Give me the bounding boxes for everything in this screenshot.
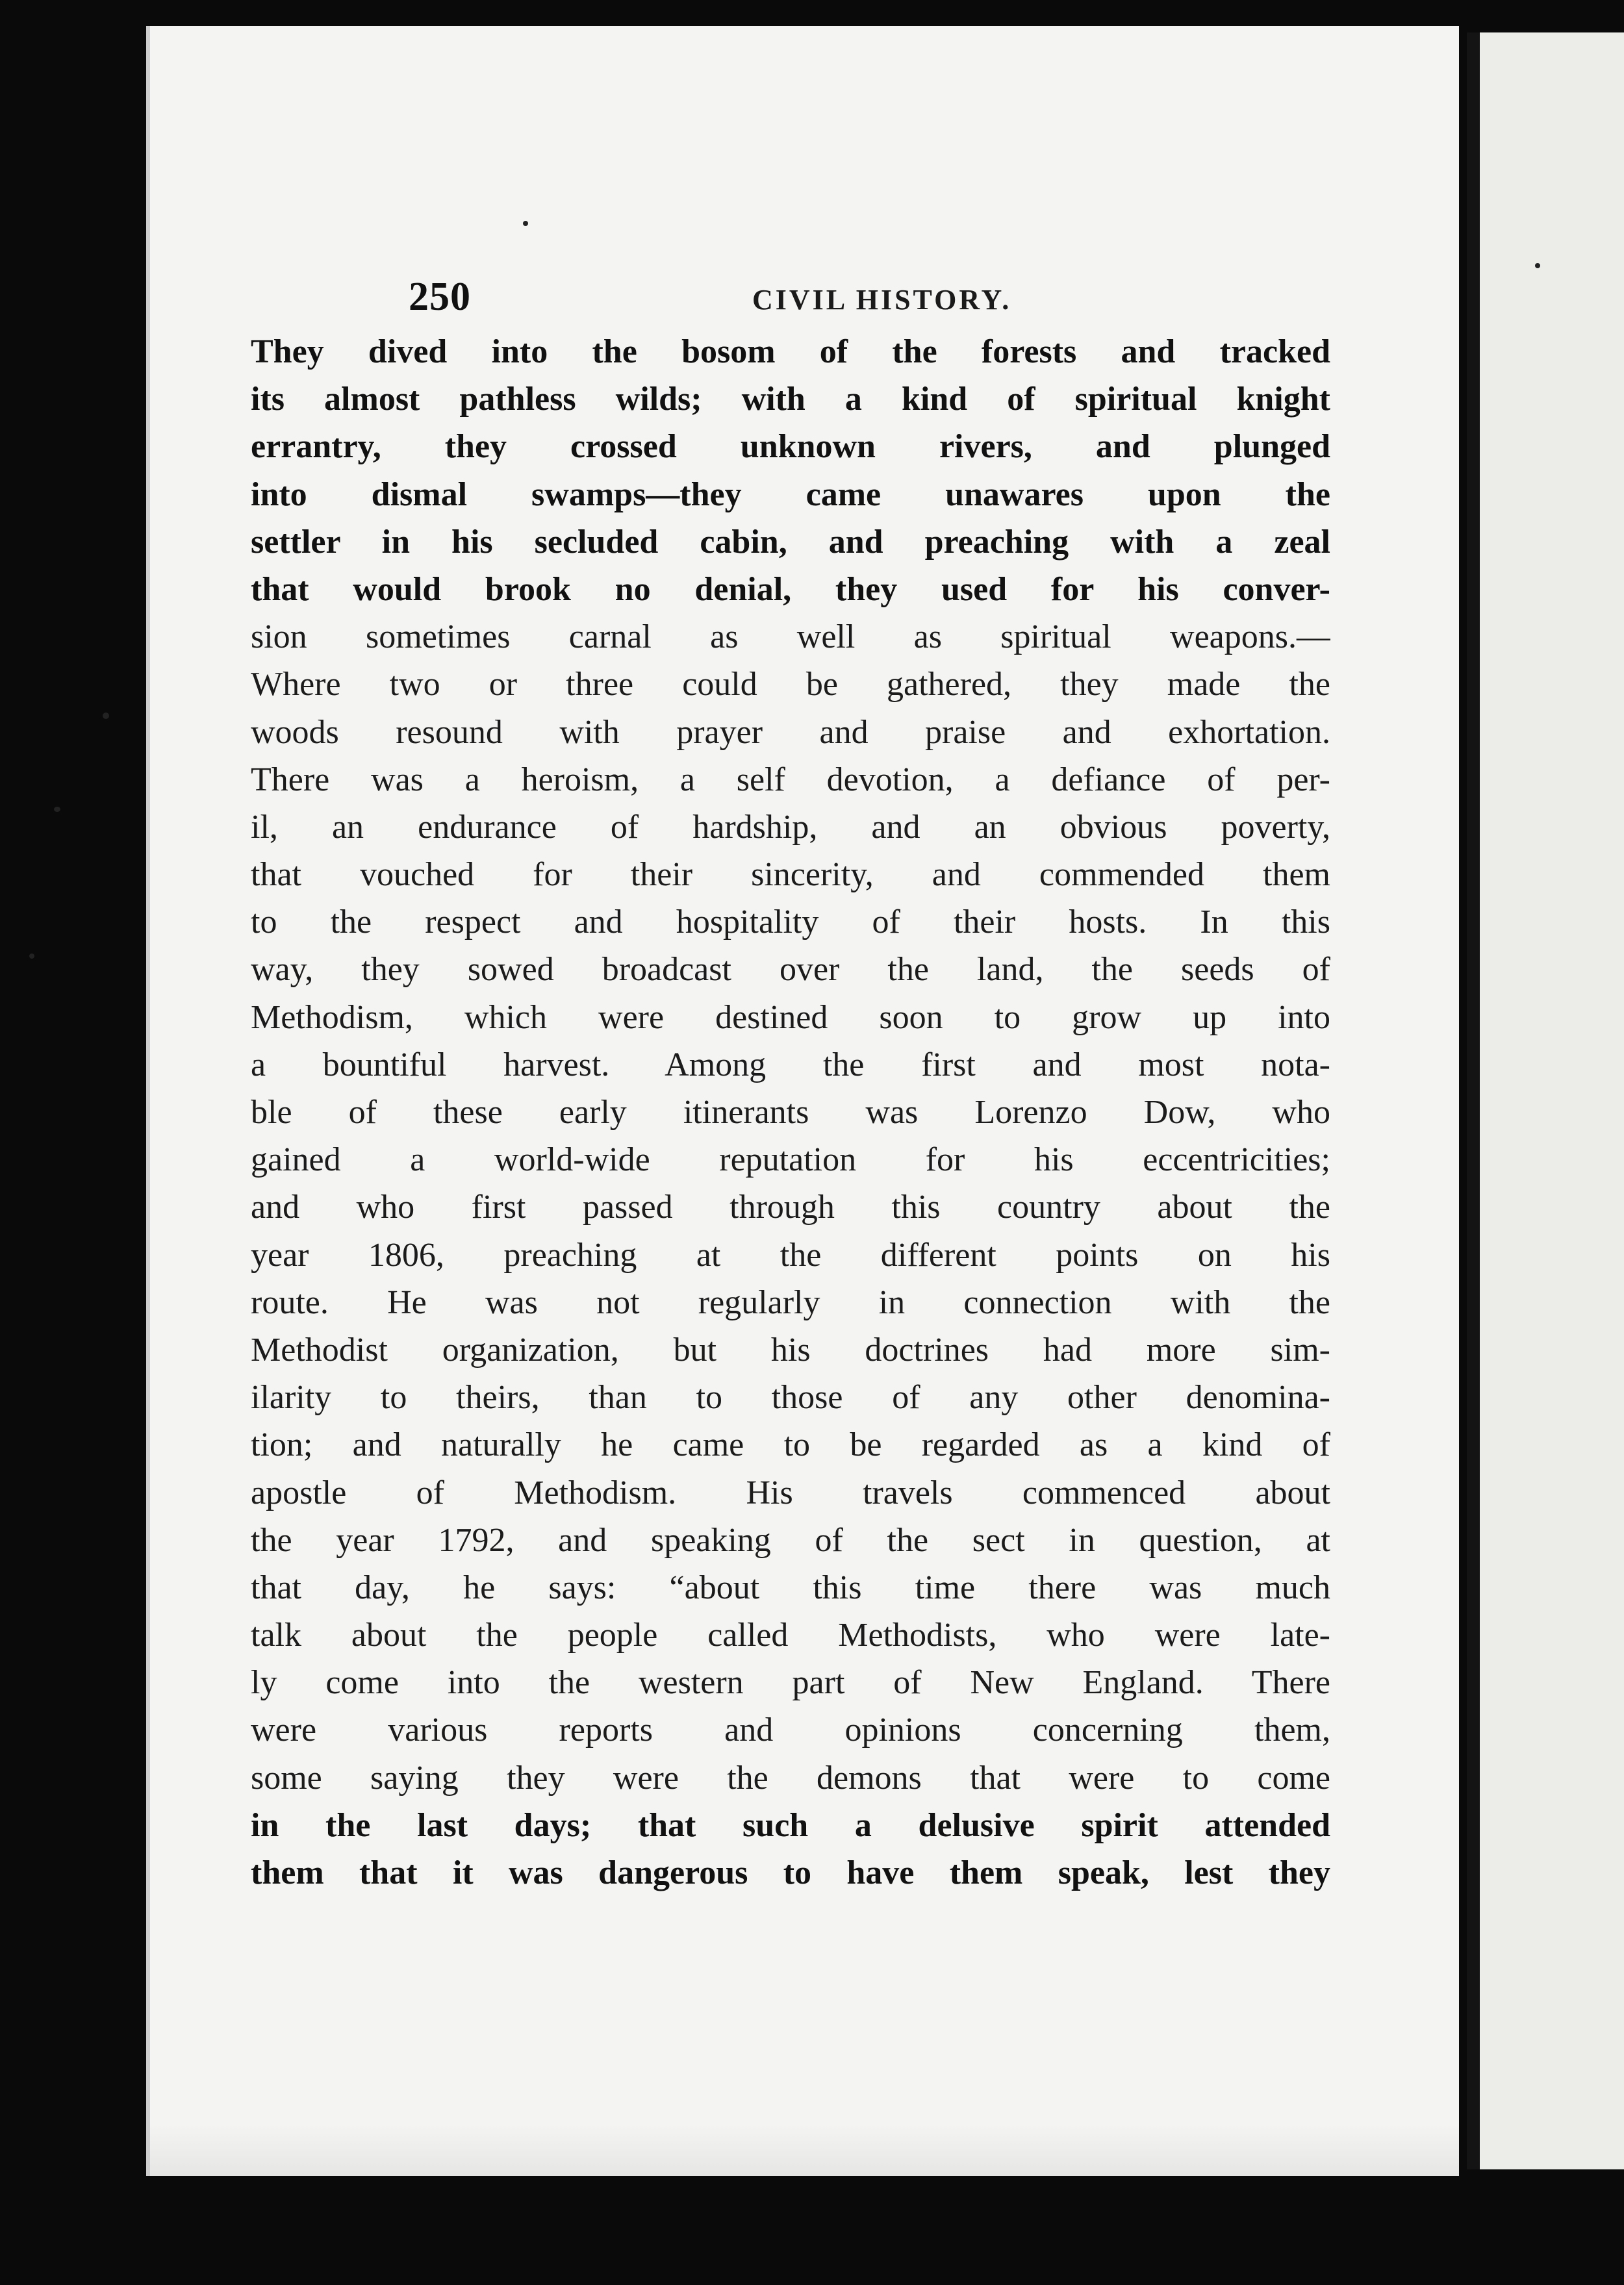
text-line: sion sometimes carnal as well as spiritual weapons.— (251, 618, 1330, 656)
text-line: talk about the people called Methodists, who were late- (251, 1617, 1330, 1654)
text-line: and who first passed through this country about the (251, 1189, 1330, 1226)
facing-page-edge (1467, 32, 1624, 2169)
text-line: that day, he says: “about this time there was much (251, 1569, 1330, 1606)
text-line: to the respect and hospitality of their hosts. In this (251, 903, 1330, 941)
ink-speck (29, 953, 34, 959)
ink-speck (523, 221, 528, 226)
text-line: ble of these early itinerants was Lorenzo Dow, who (251, 1094, 1330, 1131)
ink-speck (1535, 263, 1540, 268)
text-line: that vouched for their sincerity, and commended them (251, 856, 1330, 894)
text-line: a bountiful harvest. Among the first and most nota- (251, 1046, 1330, 1083)
body-text (251, 328, 1330, 1897)
page-number: 250 (409, 275, 471, 319)
running-title: CIVIL HISTORY. (752, 284, 1012, 316)
text-line: that would brook no denial, they used for his conver- (251, 570, 1330, 608)
text-line: its almost pathless wilds; with a kind of spiritual knight (251, 381, 1330, 418)
ink-speck (54, 807, 60, 812)
text-line: woods resound with prayer and praise and exhortation. (251, 713, 1330, 751)
text-line: into dismal swamps—they came unawares upon the (251, 475, 1330, 513)
text-line: Where two or three could be gathered, they made the (251, 666, 1330, 703)
text-line: tion; and naturally he came to be regarded as a kind of (251, 1426, 1330, 1464)
running-head (150, 274, 1459, 326)
text-line: They dived into the bosom of the forests and tracked (251, 333, 1330, 370)
text-line: were various reports and opinions concerning them, (251, 1711, 1330, 1749)
text-line: year 1806, preaching at the different points on his (251, 1236, 1330, 1274)
ink-speck (103, 713, 109, 719)
text-line: apostle of Methodism. His travels commenced about (251, 1474, 1330, 1511)
text-line: Methodism, which were destined soon to grow up into (251, 998, 1330, 1036)
text-line: il, an endurance of hardship, and an obvious poverty, (251, 808, 1330, 846)
text-line: way, they sowed broadcast over the land, the seeds of (251, 951, 1330, 989)
text-line: gained a world-wide reputation for his eccentricities; (251, 1141, 1330, 1179)
text-line: them that it was dangerous to have them speak, lest they (251, 1854, 1330, 1891)
text-line: in the last days; that such a delusive spirit attended (251, 1806, 1330, 1844)
text-line: some saying they were the demons that were to come (251, 1759, 1330, 1797)
text-line: Methodist organization, but his doctrines had more sim- (251, 1331, 1330, 1369)
text-line: errantry, they crossed unknown rivers, and plunged (251, 428, 1330, 466)
page-bottom-shade (150, 2124, 1459, 2176)
text-line: ly come into the western part of New England. There (251, 1664, 1330, 1702)
text-line: settler in his secluded cabin, and preaching with a zeal (251, 523, 1330, 561)
text-line: route. He was not regularly in connection with the (251, 1283, 1330, 1321)
text-line: There was a heroism, a self devotion, a defiance of per- (251, 761, 1330, 798)
text-line: ilarity to theirs, than to those of any other denomina- (251, 1379, 1330, 1417)
text-line: the year 1792, and speaking of the sect in question, at (251, 1521, 1330, 1559)
